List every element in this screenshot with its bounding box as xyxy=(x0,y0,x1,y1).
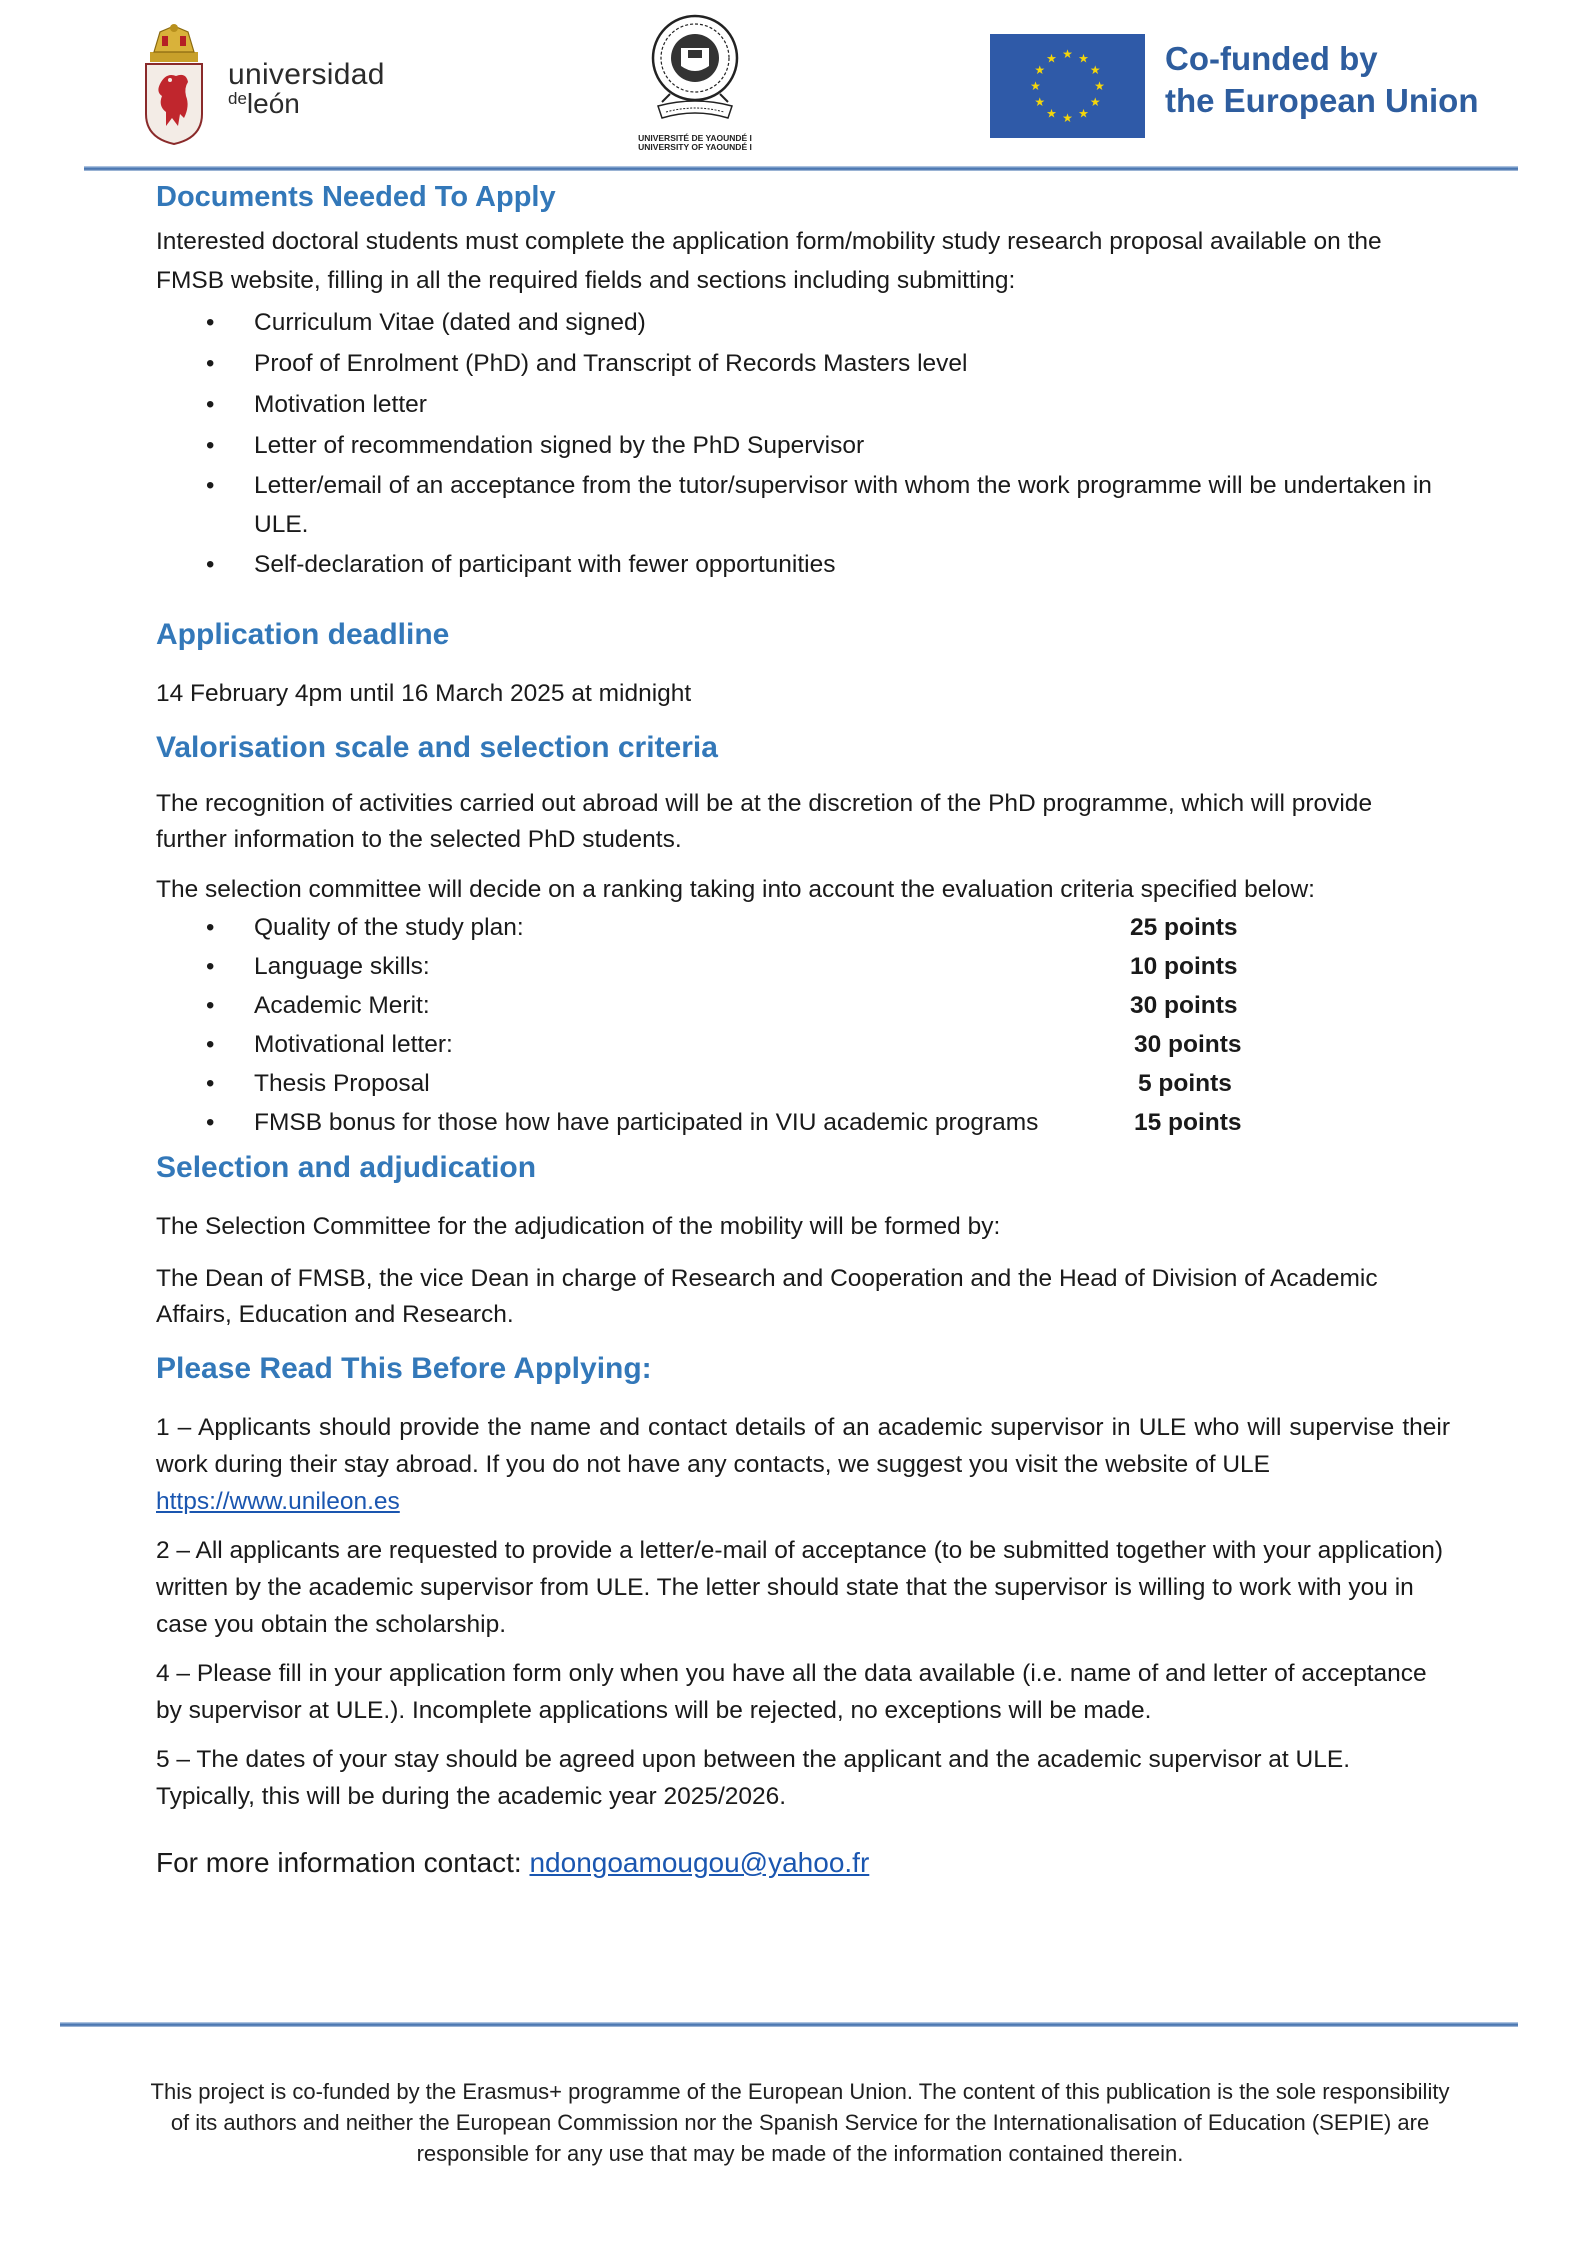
criterion-points: 30 points xyxy=(1130,992,1238,1019)
universidad-de-leon-logo xyxy=(140,22,400,147)
selection-members: The Dean of FMSB, the vice Dean in charge of Research and Cooperation and the Head of Division of Academic Affairs, Education and Research. xyxy=(156,1265,1378,1328)
list-item: • Letter/email of an acceptance from the tutor/supervisor with whom the work programme will be undertaken in ULE. xyxy=(156,466,1454,544)
criterion-label: Language skills: xyxy=(254,953,430,980)
eu-star-icon: ★ xyxy=(1034,63,1046,77)
criterion-label: FMSB bonus for those how have participated in VIU academic programs xyxy=(254,1109,1039,1136)
eu-line2: the European Union xyxy=(1165,82,1479,119)
header-divider xyxy=(84,166,1518,171)
eu-star-icon: ★ xyxy=(1089,95,1101,109)
eu-star-icon: ★ xyxy=(1078,106,1089,121)
criteria-section xyxy=(156,728,1456,1142)
list-item xyxy=(156,1064,1456,1103)
eu-cofunded-text xyxy=(1165,38,1479,122)
eu-star-icon: ★ xyxy=(1062,47,1073,61)
unileon-website-link[interactable]: https://www.unileon.es xyxy=(156,1488,400,1515)
criterion-points: 10 points xyxy=(1130,953,1238,980)
eu-star-icon: ★ xyxy=(1078,51,1089,66)
criterion-label: Quality of the study plan: xyxy=(254,914,524,941)
criteria-heading: Valorisation scale and selection criteria xyxy=(156,731,718,764)
universite-de-yaounde-logo xyxy=(610,14,780,164)
eu-star-icon: ★ xyxy=(1046,106,1057,121)
yaounde-seal-icon xyxy=(640,14,750,134)
documents-intro: Interested doctoral students must complete the application form/mobility study research proposal available on the FMSB website, filling in all the required fields and sections including submitting: xyxy=(156,228,1382,294)
criterion-points: 5 points xyxy=(1138,1070,1232,1097)
list-item xyxy=(156,986,1456,1025)
contact-label: For more information contact: xyxy=(156,1847,522,1878)
read-item-4: 4 – Please fill in your application form only when you have all the data available (i.e. name of and letter of acceptance by supervisor at ULE.). Incomplete applications will be rejected, no exceptions will be made. xyxy=(156,1660,1427,1724)
criterion-label: Thesis Proposal xyxy=(254,1070,430,1097)
list-item xyxy=(156,947,1456,986)
documents-heading: Documents Needed To Apply xyxy=(156,181,556,213)
criterion-label: Motivational letter: xyxy=(254,1031,453,1058)
deadline-section xyxy=(156,615,1456,712)
criteria-ranking: The selection committee will decide on a ranking taking into account the evaluation criteria specified below: xyxy=(156,876,1315,903)
selection-heading: Selection and adjudication xyxy=(156,1151,537,1184)
read-before-heading: Please Read This Before Applying: xyxy=(156,1352,652,1385)
funding-disclaimer: This project is co-funded by the Erasmus+ programme of the European Union. The content of this publication is the sole responsibility of its authors and neither the European Commission nor the Spanish Service for the Internationalisation of Education (SEPIE) are responsible for any use that may be made of the information contained therein. xyxy=(150,2079,1450,2166)
criteria-intro: The recognition of activities carried out abroad will be at the discretion of the PhD programme, which will provide further information to the selected PhD students. xyxy=(156,790,1373,853)
criterion-points: 25 points xyxy=(1130,914,1238,941)
read-item-5: 5 – The dates of your stay should be agreed upon between the applicant and the academic supervisor at ULE. Typically, this will be during the academic year 2025/2026. xyxy=(156,1746,1351,1810)
list-item: • Proof of Enrolment (PhD) and Transcript of Records Masters level xyxy=(156,343,1456,384)
document-body xyxy=(156,178,1456,1883)
deadline-text: 14 February 4pm until 16 March 2025 at midnight xyxy=(156,680,692,707)
ule-wordmark-line1: universidad xyxy=(228,58,385,91)
list-item xyxy=(156,1103,1456,1142)
selection-section xyxy=(156,1148,1456,1333)
criterion-label: Academic Merit: xyxy=(254,992,430,1019)
eu-line1: Co-funded by xyxy=(1165,40,1378,77)
footer-divider xyxy=(60,2022,1518,2027)
eu-star-icon: ★ xyxy=(1094,79,1105,93)
list-item: • Motivation letter xyxy=(156,384,1456,425)
documents-section xyxy=(156,178,1456,585)
list-item xyxy=(156,1025,1456,1064)
yaounde-caption-fr: UNIVERSITÉ DE YAOUNDÉ I xyxy=(638,133,752,143)
documents-list xyxy=(156,302,1456,585)
read-item-1: 1 – Applicants should provide the name and contact details of an academic supervisor in ULE who will supervise their work during their stay abroad. If you do not have any contacts, we suggest you visit the website of ULE https://www.unileon.es xyxy=(156,1414,1450,1515)
criteria-list xyxy=(156,908,1456,1142)
eu-star-icon: ★ xyxy=(1046,51,1057,66)
eu-star-icon: ★ xyxy=(1034,95,1046,109)
list-item: • Self-declaration of participant with fewer opportunities xyxy=(156,544,1456,585)
list-item: • Letter of recommendation signed by the PhD Supervisor xyxy=(156,425,1456,466)
read-before-section xyxy=(156,1349,1456,1815)
list-item: • Curriculum Vitae (dated and signed) xyxy=(156,302,1456,343)
eu-star-icon: ★ xyxy=(1030,79,1041,93)
page-header xyxy=(0,0,1587,170)
eu-star-icon: ★ xyxy=(1089,63,1101,77)
contact-email-link[interactable]: ndongoamougou@yahoo.fr xyxy=(529,1847,870,1878)
criterion-points: 30 points xyxy=(1134,1031,1242,1058)
yaounde-caption-en: UNIVERSITY OF YAOUNDÉ I xyxy=(638,142,752,152)
ule-wordmark-line2: $^{de}$león xyxy=(228,88,300,119)
selection-committee: The Selection Committee for the adjudication of the mobility will be formed by: xyxy=(156,1213,1001,1240)
read-item-2: 2 – All applicants are requested to provide a letter/e-mail of acceptance (to be submitted together with your application) written by the academic supervisor from ULE. The letter should state that the supervisor is willing to work with you in case you obtain the scholarship. xyxy=(156,1537,1443,1638)
eu-cofunded-logo xyxy=(990,34,1530,139)
criterion-points: 15 points xyxy=(1134,1109,1242,1136)
list-item xyxy=(156,908,1456,947)
leon-crest-icon xyxy=(140,22,208,146)
eu-flag-icon xyxy=(990,34,1145,138)
eu-star-icon: ★ xyxy=(1062,111,1073,125)
contact-line xyxy=(156,1843,1456,1883)
deadline-heading: Application deadline xyxy=(156,618,450,651)
